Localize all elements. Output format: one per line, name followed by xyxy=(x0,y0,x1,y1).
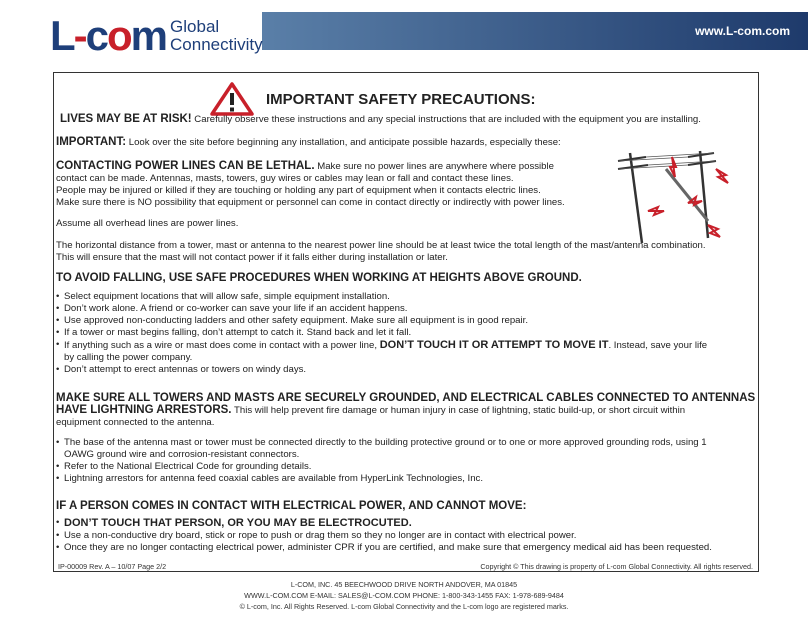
title-row xyxy=(210,82,535,116)
logo-tagline: Global Connectivity xyxy=(170,17,263,54)
assume-power-lines: Assume all overhead lines are power lines. xyxy=(56,218,239,229)
contact-list xyxy=(56,517,756,554)
power-lines-section: CONTACTING POWER LINES CAN BE LETHAL. Make sure no power lines are anywhere where possible contact can be made. Antennas, masts, towers, guy wires or cables may lean or fall and contact these lines. People may be injured or killed if they are touching or holding any part of equipment when it contacts electric lines. Make sure there is NO possibility that equipment or personnel can come in contact directly or indirectly with power lines. xyxy=(56,160,565,208)
company-rights: © L-com, Inc. All Rights Reserved. L-com Global Connectivity and the L-com logo are registered marks. xyxy=(239,602,569,611)
lcom-logo[interactable] xyxy=(50,12,263,59)
power-line-illustration xyxy=(612,143,732,248)
falling-list xyxy=(56,291,756,376)
list-item: • If a tower or mast begins falling, don’t attempt to catch it. Stand back and let it fall. xyxy=(56,327,756,339)
horizontal-distance: The horizontal distance from a tower, mast or antenna to the nearest power line should be at least twice the total length of the mast/antenna combination. This will ensure that the mast will not contact power if it falls either during installation or later. xyxy=(56,240,706,263)
falling-header: TO AVOID FALLING, USE SAFE PROCEDURES WHEN WORKING AT HEIGHTS ABOVE GROUND. xyxy=(56,272,582,284)
list-item: • Use approved non-conducting ladders and other safety equipment. Make sure all equipment is in good repair. xyxy=(56,315,756,327)
contact-header: IF A PERSON COMES IN CONTACT WITH ELECTRICAL POWER, AND CANNOT MOVE: xyxy=(56,500,527,512)
list-item: • The base of the antenna mast or tower must be connected directly to the building protective ground or to one or more approved grounding rods, using 1 OAWG ground wire and corrosion-resistant connectors. xyxy=(56,437,756,461)
website-link[interactable]: www.L-com.com xyxy=(695,24,790,38)
important-note: IMPORTANT: Look over the site before beginning any installation, and anticipate possible hazards, especially these: xyxy=(56,136,561,148)
logo-mark: L-com xyxy=(50,12,167,59)
list-item: • DON’T TOUCH THAT PERSON, OR YOU MAY BE ELECTROCUTED. xyxy=(56,517,756,530)
list-item: • Don’t attempt to erect antennas or towers on windy days. xyxy=(56,364,756,376)
warning-icon xyxy=(210,82,254,116)
page-title: IMPORTANT SAFETY PRECAUTIONS: xyxy=(266,90,536,108)
list-item: • If anything such as a wire or mast does come in contact with a power line, DON’T TOUCH IT OR ATTEMPT TO MOVE IT. Instead, save your life by calling the power company. xyxy=(56,339,756,364)
list-item: • Use a non-conductive dry board, stick or rope to push or drag them so they no longer are in contact with electrical power. xyxy=(56,530,756,542)
grounded-list xyxy=(56,437,756,485)
company-contact: WWW.L-COM.COM E-MAIL: SALES@L-COM.COM PHONE: 1-800-343-1455 FAX: 1-978-689-9484 xyxy=(244,591,564,600)
list-item: • Select equipment locations that will allow safe, simple equipment installation. xyxy=(56,291,756,303)
list-item: • Don’t work alone. A friend or co-worker can save your life if an accident happens. xyxy=(56,303,756,315)
list-item: • Lightning arrestors for antenna feed coaxial cables are available from HyperLink Technologies, Inc. xyxy=(56,473,756,485)
document-id: IP-00009 Rev. A – 10/07 Page 2/2 xyxy=(58,562,167,571)
list-item: • Refer to the National Electrical Code for grounding details. xyxy=(56,461,756,473)
header-banner xyxy=(0,0,808,62)
company-address: L-COM, INC. 45 BEECHWOOD DRIVE NORTH ANDOVER, MA 01845 xyxy=(290,580,518,589)
copyright-notice: Copyright © This drawing is property of L-com Global Connectivity. All rights reserved. xyxy=(480,562,753,571)
grounded-section: MAKE SURE ALL TOWERS AND MASTS ARE SECURELY GROUNDED, AND ELECTRICAL CABLES CONNECTED TO ANTENNAS HAVE LIGHTNING ARRESTORS. This will help prevent fire damage or human injury in case of lightning, static build-up, or short circuit within equipment connected to the antenna. xyxy=(56,392,756,428)
list-item: • Once they are no longer contacting electrical power, administer CPR if you are certified, and make sure that emergency medical aid has been requested. xyxy=(56,542,756,554)
lives-at-risk: LIVES MAY BE AT RISK! Carefully observe these instructions and any special instructions that are included with the equipment you are installing. xyxy=(60,113,701,125)
